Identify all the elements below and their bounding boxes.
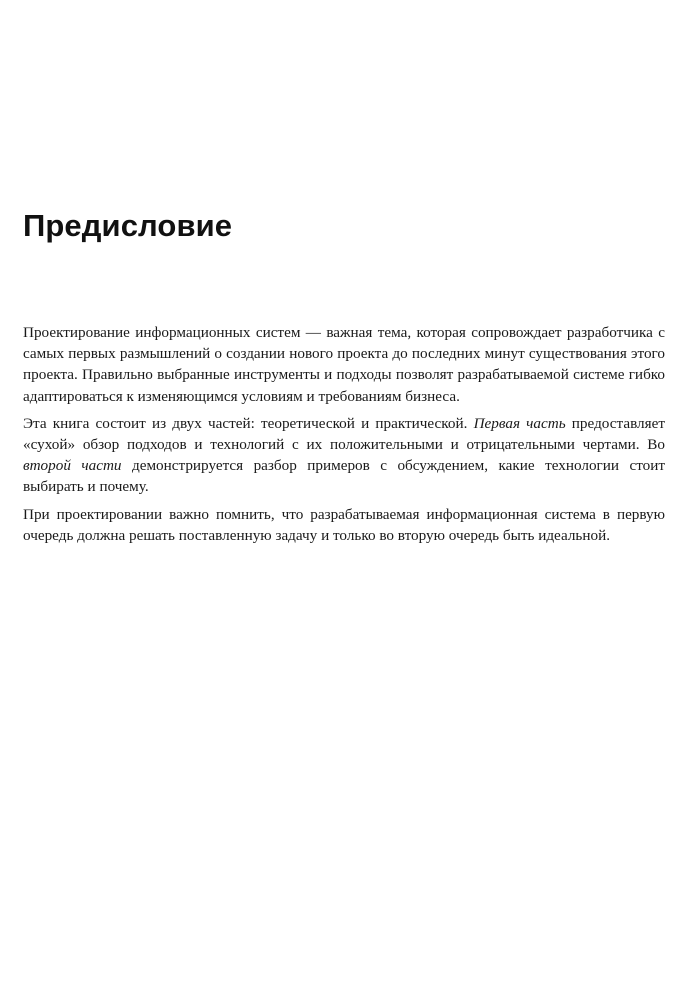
- paragraph-2-italic-second-part: второй части: [23, 457, 122, 475]
- paragraph-3: При проектировании важно помнить, что разрабатываемая информационная система в первую очередь должна решать поставленную задачу и только во вторую очередь быть идеальной.: [23, 505, 665, 544]
- preface-body: [23, 322, 665, 552]
- paragraph-2: [23, 413, 665, 498]
- paragraph-1: Проектирование информационных систем — важная тема, которая сопровождает разработчика с самых первых размышлений о создании нового проекта до последних минут существования этого проекта. Правильно выбранные инструменты и подходы позволят разрабатываемой системе гибко адаптироваться к изменяющимся условиям и требованиям бизнеса.: [23, 324, 665, 405]
- chapter-heading: Предисловие: [23, 208, 233, 243]
- paragraph-2-part-3: демонстрируется разбор примеров с обсуждением, какие технологии стоит выбирать и почему.: [23, 457, 665, 496]
- paragraph-2-part-1: Эта книга состоит из двух частей: теоретической и практической.: [23, 414, 474, 432]
- paragraph-2-part-2: предоставляет «сухой» обзор подходов и технологий с их положительными и отрицательными чертами. Во: [23, 414, 665, 454]
- paragraph-2-italic-first-part: Первая часть: [473, 414, 566, 432]
